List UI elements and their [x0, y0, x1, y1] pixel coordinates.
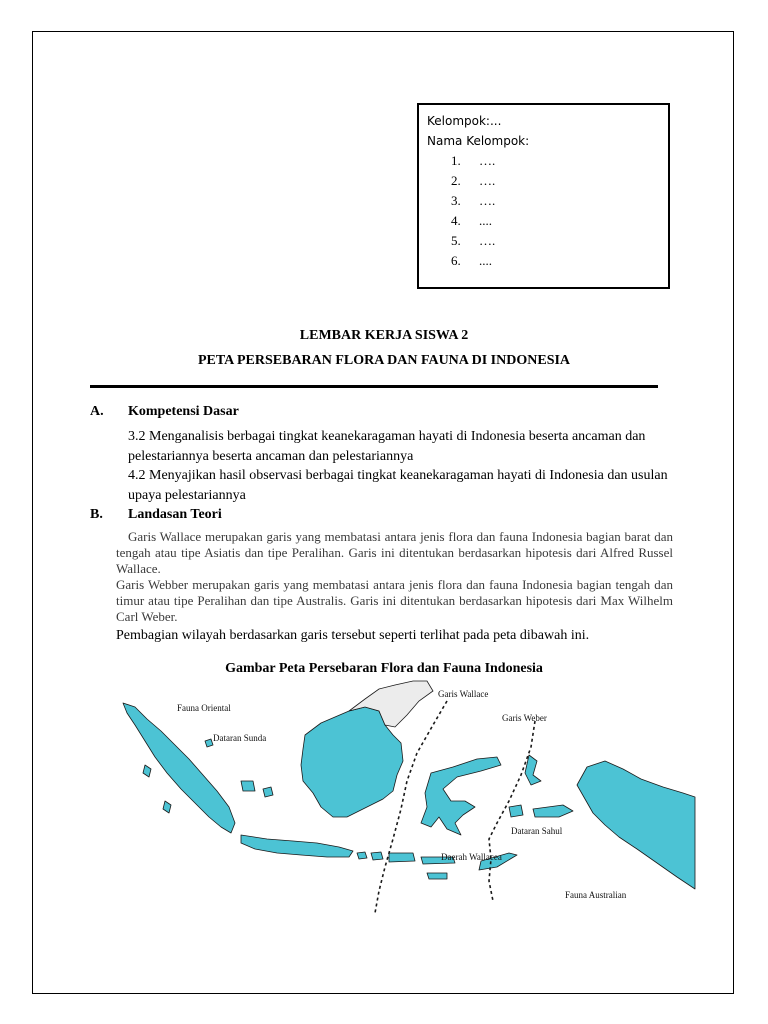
- member-name: ....: [479, 213, 492, 228]
- label-garis-weber: Garis Weber: [502, 713, 547, 723]
- section-title: Landasan Teori: [128, 507, 222, 522]
- worksheet-title: LEMBAR KERJA SISWA 2: [299, 328, 469, 343]
- bangka-island: [241, 781, 255, 791]
- member-number: 6.: [451, 253, 461, 268]
- figure-caption: Gambar Peta Persebaran Flora dan Fauna Indonesia: [225, 661, 543, 676]
- member-number: 1.: [451, 153, 461, 168]
- group-name-label: Nama Kelompok:: [427, 134, 530, 148]
- member-name: ….: [479, 153, 496, 168]
- member-item: [427, 211, 668, 231]
- buru-island: [509, 805, 523, 817]
- sumba-island: [427, 873, 447, 879]
- label-dataran-sahul: Dataran Sahul: [511, 826, 563, 836]
- competency-kd2: 4.2 Menyajikan hasil observasi berbagai tingkat keanekaragaman hayati di Indonesia dan usulan upaya pelestariannya: [128, 468, 668, 503]
- member-name: ….: [479, 173, 496, 188]
- group-number: Kelompok:...: [427, 114, 502, 128]
- theory-closing: Pembagian wilayah berdasarkan garis tersebut seperti terlihat pada peta dibawah ini.: [116, 628, 590, 643]
- label-fauna-oriental: Fauna Oriental: [177, 703, 231, 713]
- member-item: [427, 171, 668, 191]
- member-name: ….: [479, 193, 496, 208]
- section-letter: A.: [90, 404, 104, 419]
- member-name: ….: [479, 233, 496, 248]
- bali-island: [357, 852, 367, 859]
- member-name: ....: [479, 253, 492, 268]
- group-info-box: [417, 103, 670, 289]
- member-list: [427, 151, 668, 271]
- section-letter: B.: [90, 507, 103, 522]
- label-garis-wallace: Garis Wallace: [438, 689, 489, 699]
- theory-text: [116, 529, 673, 625]
- member-number: 2.: [451, 173, 461, 188]
- riau-islands: [205, 739, 213, 747]
- member-item: [427, 151, 668, 171]
- title-divider: [90, 385, 658, 388]
- theory-paragraph-wallace: Garis Wallace merupakan garis yang membatasi antara jenis flora dan fauna Indonesia bagian barat dan tengah atau tipe Asiatis dan tipe Peralihan. Garis ini ditentukan berdasarkan hipotesis dari Alfred Russel Wallace.: [116, 529, 673, 576]
- label-daerah-wallacea: Daerah Wallacea: [441, 852, 502, 862]
- section-title: Kompetensi Dasar: [128, 404, 239, 419]
- theory-paragraph-weber: Garis Webber merupakan garis yang membatasi antara jenis flora dan fauna Indonesia bagian tengah dan timur atau tipe Peralihan dan tipe Australis. Garis ini ditentukan berdasarkan hipotesis dari Max Wilhelm Carl Weber.: [116, 577, 673, 624]
- competency-kd1: 3.2 Menganalisis berbagai tingkat keanekaragaman hayati di Indonesia beserta ancaman dan pelestariannya beserta ancaman dan pelestariannya: [128, 429, 646, 464]
- label-dataran-sunda: Dataran Sunda: [213, 733, 267, 743]
- member-item: [427, 191, 668, 211]
- belitung-island: [263, 787, 273, 797]
- worksheet-subtitle: PETA PERSEBARAN FLORA DAN FAUNA DI INDONESIA: [197, 353, 571, 368]
- member-number: 3.: [451, 193, 461, 208]
- member-item: [427, 251, 668, 271]
- label-fauna-australian: Fauna Australian: [565, 890, 627, 900]
- member-item: [427, 231, 668, 251]
- indonesia-fauna-map: [117, 677, 701, 914]
- member-number: 5.: [451, 233, 461, 248]
- member-number: 4.: [451, 213, 461, 228]
